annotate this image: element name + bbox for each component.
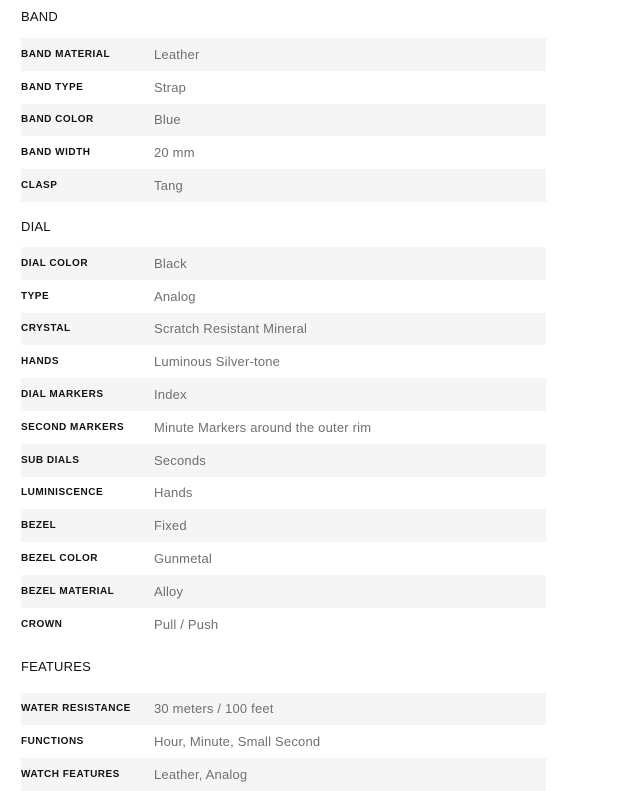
spec-value: Leather, Analog <box>154 767 248 783</box>
spec-label: SUB DIALS <box>21 454 80 466</box>
spec-value: Leather <box>154 46 200 62</box>
spec-value: Index <box>154 387 187 403</box>
spec-label: LUMINISCENCE <box>21 487 104 499</box>
spec-value: Pull / Push <box>154 616 219 632</box>
spec-row <box>21 313 546 346</box>
spec-label: BAND MATERIAL <box>21 48 111 60</box>
spec-row <box>21 38 546 71</box>
spec-value: Strap <box>154 79 187 95</box>
section-title: FEATURES <box>21 658 91 674</box>
spec-value: Hands <box>154 485 193 501</box>
spec-row <box>21 71 546 104</box>
spec-row <box>21 542 546 575</box>
spec-label: CROWN <box>21 618 63 630</box>
spec-row <box>21 725 546 758</box>
section-dial <box>21 202 546 641</box>
spec-row <box>21 758 546 791</box>
spec-label: WATCH FEATURES <box>21 769 120 781</box>
section-features <box>21 641 546 791</box>
spec-label: TYPE <box>21 290 50 302</box>
spec-value: Scratch Resistant Mineral <box>154 321 308 337</box>
spec-row <box>21 477 546 510</box>
spec-label: BEZEL <box>21 520 57 532</box>
spec-value: Minute Markers around the outer rim <box>154 419 372 435</box>
spec-label: HANDS <box>21 356 60 368</box>
spec-row <box>21 693 546 726</box>
section-title: BAND <box>21 9 58 24</box>
section-band <box>21 0 546 202</box>
spec-row <box>21 136 546 169</box>
spec-value: Luminous Silver-tone <box>154 354 281 370</box>
spec-value: Tang <box>154 178 183 194</box>
spec-label: CRYSTAL <box>21 323 71 335</box>
spec-row <box>21 444 546 477</box>
spec-row <box>21 378 546 411</box>
spec-value: Blue <box>154 112 181 128</box>
spec-row <box>21 575 546 608</box>
spec-row <box>21 608 546 641</box>
spec-row <box>21 104 546 137</box>
spec-value: Seconds <box>154 452 206 468</box>
section-title: DIAL <box>21 218 51 234</box>
spec-value: Gunmetal <box>154 551 212 567</box>
spec-label: BAND TYPE <box>21 81 84 93</box>
spec-value: Alloy <box>154 583 184 599</box>
spec-row <box>21 411 546 444</box>
spec-label: DIAL COLOR <box>21 257 89 269</box>
spec-label: BEZEL MATERIAL <box>21 585 115 597</box>
spec-value: Hour, Minute, Small Second <box>154 734 321 750</box>
spec-label: WATER RESISTANCE <box>21 703 131 715</box>
spec-row <box>21 509 546 542</box>
spec-row <box>21 169 546 202</box>
spec-row <box>21 345 546 378</box>
spec-value: Analog <box>154 288 196 304</box>
spec-row <box>21 280 546 313</box>
spec-value: 30 meters / 100 feet <box>154 701 274 717</box>
spec-label: DIAL MARKERS <box>21 389 104 401</box>
spec-label: FUNCTIONS <box>21 736 84 748</box>
specifications-list <box>21 0 546 791</box>
spec-label: BAND COLOR <box>21 114 94 126</box>
spec-row <box>21 247 546 280</box>
spec-label: BEZEL COLOR <box>21 553 98 565</box>
spec-value: 20 mm <box>154 145 195 161</box>
spec-label: CLASP <box>21 180 58 192</box>
spec-value: Black <box>154 255 187 271</box>
spec-value: Fixed <box>154 518 187 534</box>
spec-label: SECOND MARKERS <box>21 421 125 433</box>
spec-label: BAND WIDTH <box>21 147 91 159</box>
